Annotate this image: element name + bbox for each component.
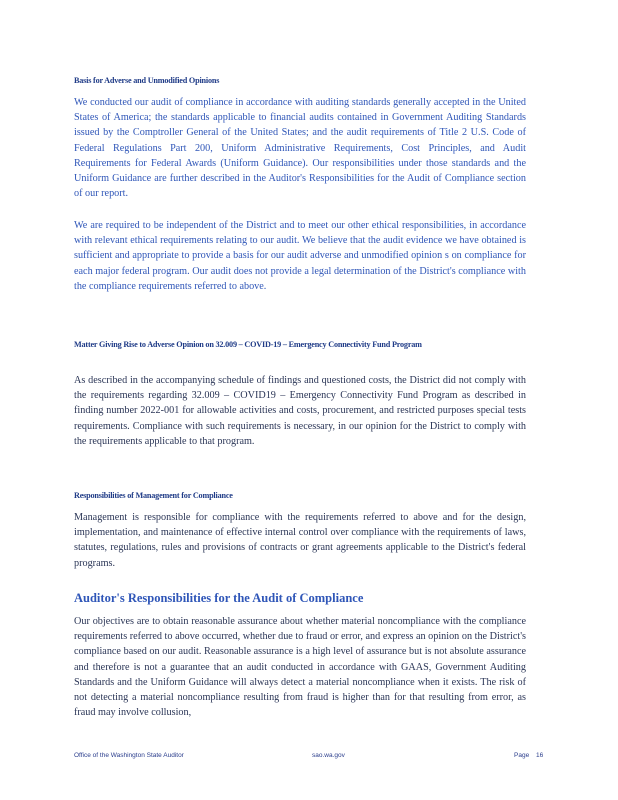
paragraph-text: Our objectives are to obtain reasonable assurance about whether material noncompliance with the compliance requirements referred to above occurred, whether due to fraud or error, and express an opinion on the District's compliance based on our audit. Reasonable assurance is a high level of assurance but is not absolute assurance and therefore is not a guarantee that an audit conducted in accordance with GAAS, Government Auditing Standards and the Uniform Guidance will always detect a material noncompliance when it exists. The risk of not detecting a material noncompliance resulting from fraud is higher than for that resulting from error, as fraud may involve collusion,	[74, 616, 526, 719]
matter-paragraph	[74, 373, 526, 449]
basis-paragraph-2	[74, 218, 526, 294]
heading-basis-opinions: Basis for Adverse and Unmodified Opinions	[74, 76, 220, 85]
footer-office: Office of the Washington State Auditor	[74, 752, 184, 759]
footer-page-number: 16	[536, 752, 544, 759]
management-paragraph	[74, 510, 526, 571]
paragraph-text: As described in the accompanying schedule of findings and questioned costs, the District did not comply with the requirements regarding 32.009 – COVID19 – Emergency Connectivity Fund Program as described in finding number 2022-001 for allowable activities and costs, procurement, and restricted purposes special tests requirements. Compliance with such requirements is necessary, in our opinion for the District to comply with the requirements applicable to that program.	[74, 375, 526, 447]
paragraph-text: We conducted our audit of compliance in accordance with auditing standards generally accepted in the United States of America; the standards applicable to financial audits contained in Government Auditing Standards issued by the Comptroller General of the United States; and the audit requirements of Title 2 U.S. Code of Federal Regulations Part 200, Uniform Administrative Requirements, Cost Principles, and Audit Requirements for Federal Awards (Uniform Guidance). Our responsibilities under those standards and the Uniform Guidance are further described in the Auditor's Responsibilities for the Audit of Compliance section of our report.	[74, 97, 526, 200]
paragraph-text: We are required to be independent of the District and to meet our other ethical responsibilities, in accordance with relevant ethical requirements relating to our audit. We believe that the audit evidence we have obtained is sufficient and appropriate to provide a basis for our audit adverse and unmodified opinion s on compliance for each major federal program. Our audit does not provide a legal determination of the District's compliance with the compliance requirements referred to above.	[74, 220, 526, 292]
heading-management-responsibilities: Responsibilities of Management for Compliance	[74, 491, 233, 500]
heading-auditor-responsibilities: Auditor's Responsibilities for the Audit of Compliance	[74, 591, 364, 605]
page-footer	[74, 752, 544, 766]
auditor-paragraph	[74, 614, 526, 720]
basis-paragraph-1	[74, 95, 526, 201]
footer-website: sao.wa.gov	[312, 752, 345, 759]
paragraph-text: Management is responsible for compliance with the requirements referred to above and for the design, implementation, and maintenance of effective internal control over compliance with the requirements of laws, statutes, regulations, rules and provisions of contracts or grant agreements applicable to the District's federal programs.	[74, 512, 526, 569]
footer-page-label: Page	[514, 752, 530, 759]
heading-matter-adverse: Matter Giving Rise to Adverse Opinion on 32.009 – COVID-19 – Emergency Connectivity Fund Program	[74, 340, 422, 349]
